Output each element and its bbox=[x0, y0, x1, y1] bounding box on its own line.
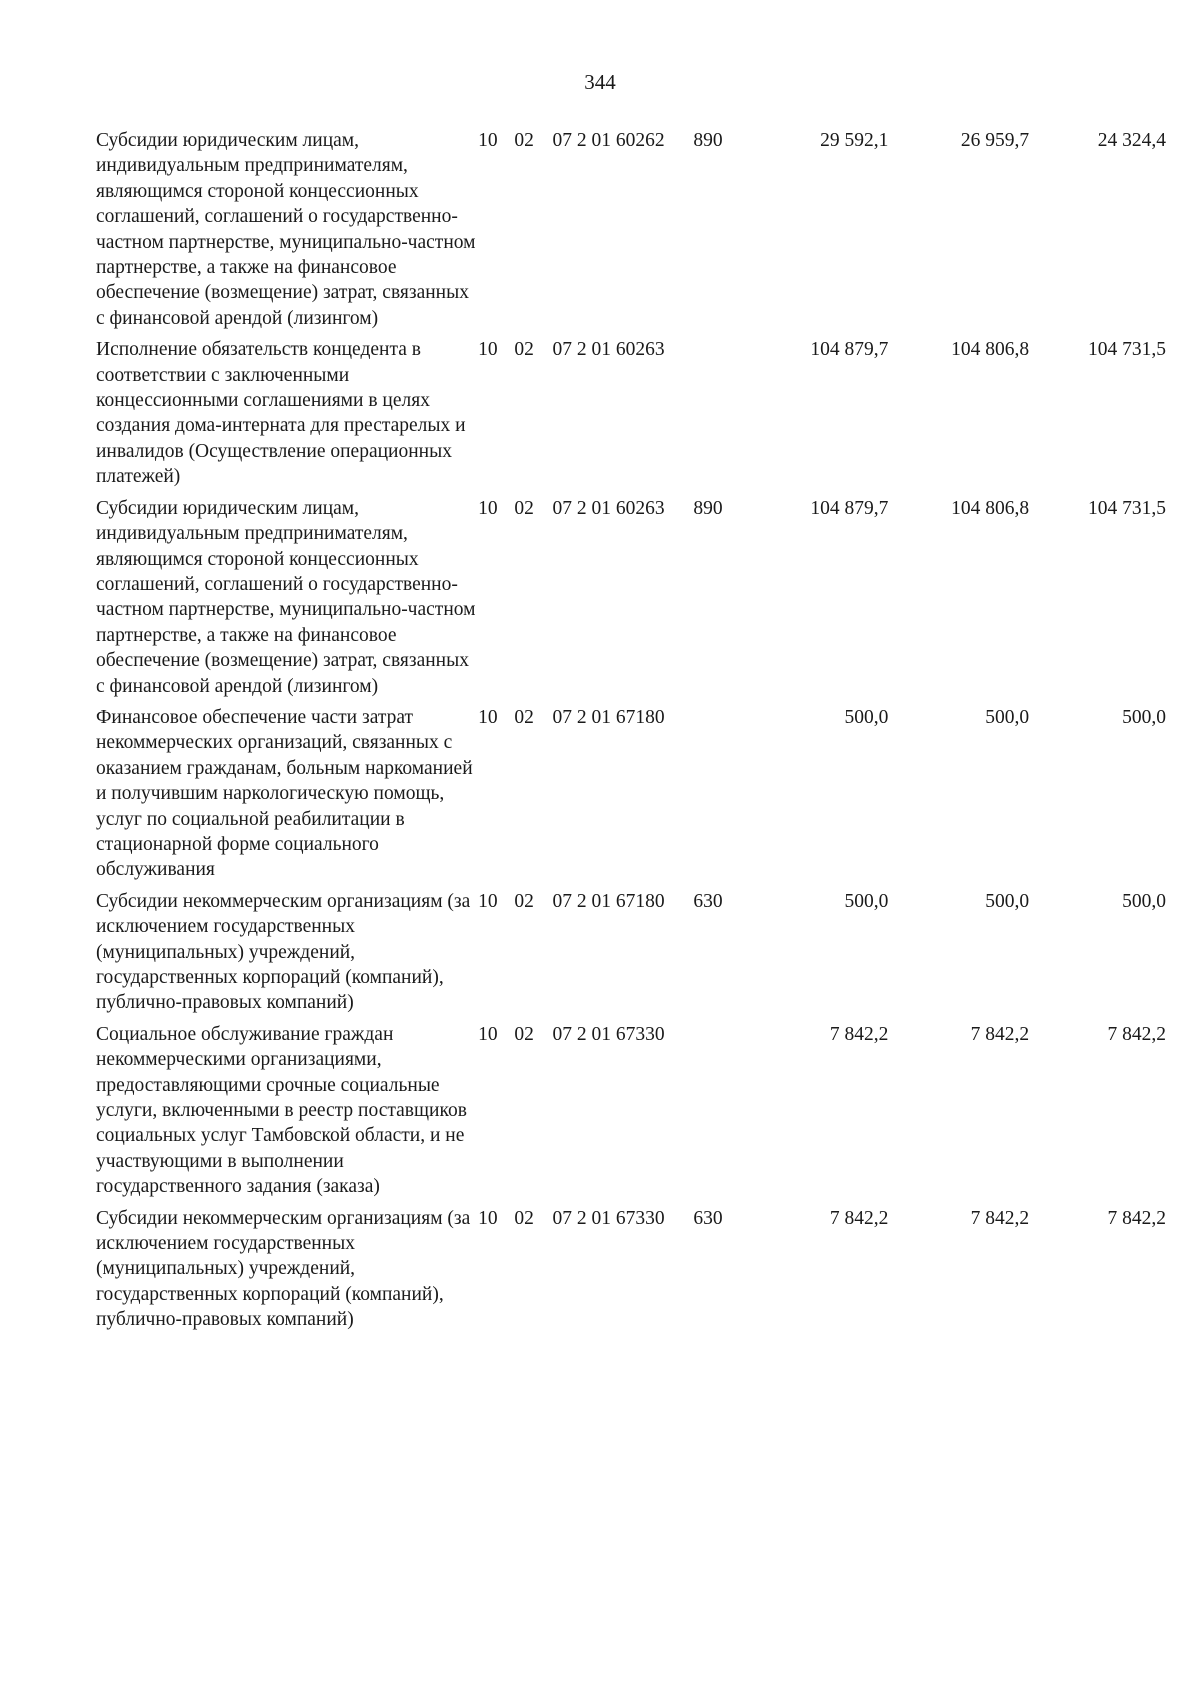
amount-year-1: 104 879,7 bbox=[810, 339, 889, 361]
expense-type-code: 630 bbox=[693, 1207, 723, 1229]
amount-year-2: 500,0 bbox=[985, 890, 1030, 912]
section-code: 10 bbox=[478, 497, 498, 519]
row-name: Исполнение обязательств концедента в соответствии с заключенными концессионными соглашениями в целях создания дома-интерната для престарелых и инвалидов (Осуществление операционных платежей) bbox=[96, 339, 466, 488]
amount-year-3: 7 842,2 bbox=[1107, 1207, 1166, 1229]
row-name: Субсидии юридическим лицам, индивидуальным предпринимателям, являющимся стороной концессионных соглашений, соглашений о государственно-частном партнерстве, муниципально-частном партнерстве, а также на финансовое обеспечение (возмещение) затрат, связанных с финансовой арендой (лизингом) bbox=[96, 130, 476, 329]
expense-type-code: 890 bbox=[693, 130, 723, 151]
amount-year-3: 500,0 bbox=[1122, 706, 1166, 728]
subsection-code: 02 bbox=[514, 706, 534, 728]
subsection-code: 02 bbox=[514, 1023, 534, 1045]
target-article-code: 07 2 01 60262 bbox=[552, 130, 665, 151]
subsection-code: 02 bbox=[514, 1207, 534, 1229]
table-row bbox=[96, 705, 1166, 889]
section-code: 10 bbox=[478, 130, 498, 151]
target-article-code: 07 2 01 60263 bbox=[552, 339, 665, 361]
section-code: 10 bbox=[478, 1023, 498, 1045]
expense-type-code: 630 bbox=[693, 890, 723, 912]
amount-year-1: 500,0 bbox=[844, 706, 889, 728]
amount-year-3: 7 842,2 bbox=[1107, 1023, 1166, 1045]
amount-year-3: 500,0 bbox=[1122, 890, 1166, 912]
subsection-code: 02 bbox=[514, 497, 534, 519]
amount-year-1: 7 842,2 bbox=[829, 1023, 889, 1045]
subsection-code: 02 bbox=[514, 130, 534, 151]
amount-year-1: 29 592,1 bbox=[820, 130, 889, 151]
table-row bbox=[96, 496, 1166, 705]
expense-type-code bbox=[693, 1022, 747, 1206]
target-article-code: 07 2 01 67180 bbox=[552, 890, 665, 912]
target-article-code: 07 2 01 67330 bbox=[552, 1207, 665, 1229]
amount-year-2: 26 959,7 bbox=[960, 130, 1030, 151]
expense-type-code bbox=[693, 705, 747, 889]
target-article-code: 07 2 01 67330 bbox=[552, 1023, 665, 1045]
target-article-code: 07 2 01 67180 bbox=[552, 706, 665, 728]
row-name: Социальное обслуживание граждан некоммерческими организациями, предоставляющими срочные социальные услуги, включенными в реестр поставщиков социальных услуг Тамбовской области, и не участвующими в выполнении государственного задания (заказа) bbox=[96, 1023, 467, 1198]
table-row bbox=[96, 1022, 1166, 1206]
section-code: 10 bbox=[478, 706, 498, 728]
amount-year-2: 7 842,2 bbox=[970, 1207, 1030, 1229]
table-row bbox=[96, 1206, 1166, 1339]
subsection-code: 02 bbox=[514, 890, 534, 912]
expense-type-code: 890 bbox=[693, 497, 723, 519]
table-row bbox=[96, 337, 1166, 495]
amount-year-2: 104 806,8 bbox=[951, 339, 1030, 361]
section-code: 10 bbox=[478, 339, 498, 361]
expense-type-code bbox=[693, 337, 747, 495]
amount-year-2: 7 842,2 bbox=[970, 1023, 1030, 1045]
amount-year-1: 500,0 bbox=[844, 890, 889, 912]
section-code: 10 bbox=[478, 1207, 498, 1229]
amount-year-3: 24 324,4 bbox=[1097, 130, 1166, 151]
subsection-code: 02 bbox=[514, 339, 534, 361]
amount-year-2: 500,0 bbox=[985, 706, 1030, 728]
amount-year-3: 104 731,5 bbox=[1088, 339, 1166, 361]
budget-table-body bbox=[96, 128, 1166, 1339]
target-article-code: 07 2 01 60263 bbox=[552, 497, 665, 519]
row-name: Субсидии некоммерческим организациям (за исключением государственных (муниципальных) учреждений, государственных корпораций (компаний), публично-правовых компаний) bbox=[96, 1207, 471, 1331]
section-code: 10 bbox=[478, 890, 498, 912]
budget-table bbox=[96, 128, 1166, 1339]
row-name: Финансовое обеспечение части затрат некоммерческих организаций, связанных с оказанием гражданам, больным наркоманией и получившим наркологическую помощь, услуг по социальной реабилитации в стационарной форме социального обслуживания bbox=[96, 706, 473, 881]
amount-year-3: 104 731,5 bbox=[1088, 497, 1166, 519]
amount-year-2: 104 806,8 bbox=[951, 497, 1030, 519]
row-name: Субсидии некоммерческим организациям (за исключением государственных (муниципальных) учреждений, государственных корпораций (компаний), публично-правовых компаний) bbox=[96, 890, 471, 1014]
table-row bbox=[96, 128, 1166, 337]
row-name: Субсидии юридическим лицам, индивидуальным предпринимателям, являющимся стороной концессионных соглашений, соглашений о государственно-частном партнерстве, муниципально-частном партнерстве, а также на финансовое обеспечение (возмещение) затрат, связанных с финансовой арендой (лизингом) bbox=[96, 497, 476, 697]
amount-year-1: 104 879,7 bbox=[810, 497, 889, 519]
amount-year-1: 7 842,2 bbox=[829, 1207, 889, 1229]
table-row bbox=[96, 889, 1166, 1022]
page-number: 344 bbox=[584, 70, 616, 94]
